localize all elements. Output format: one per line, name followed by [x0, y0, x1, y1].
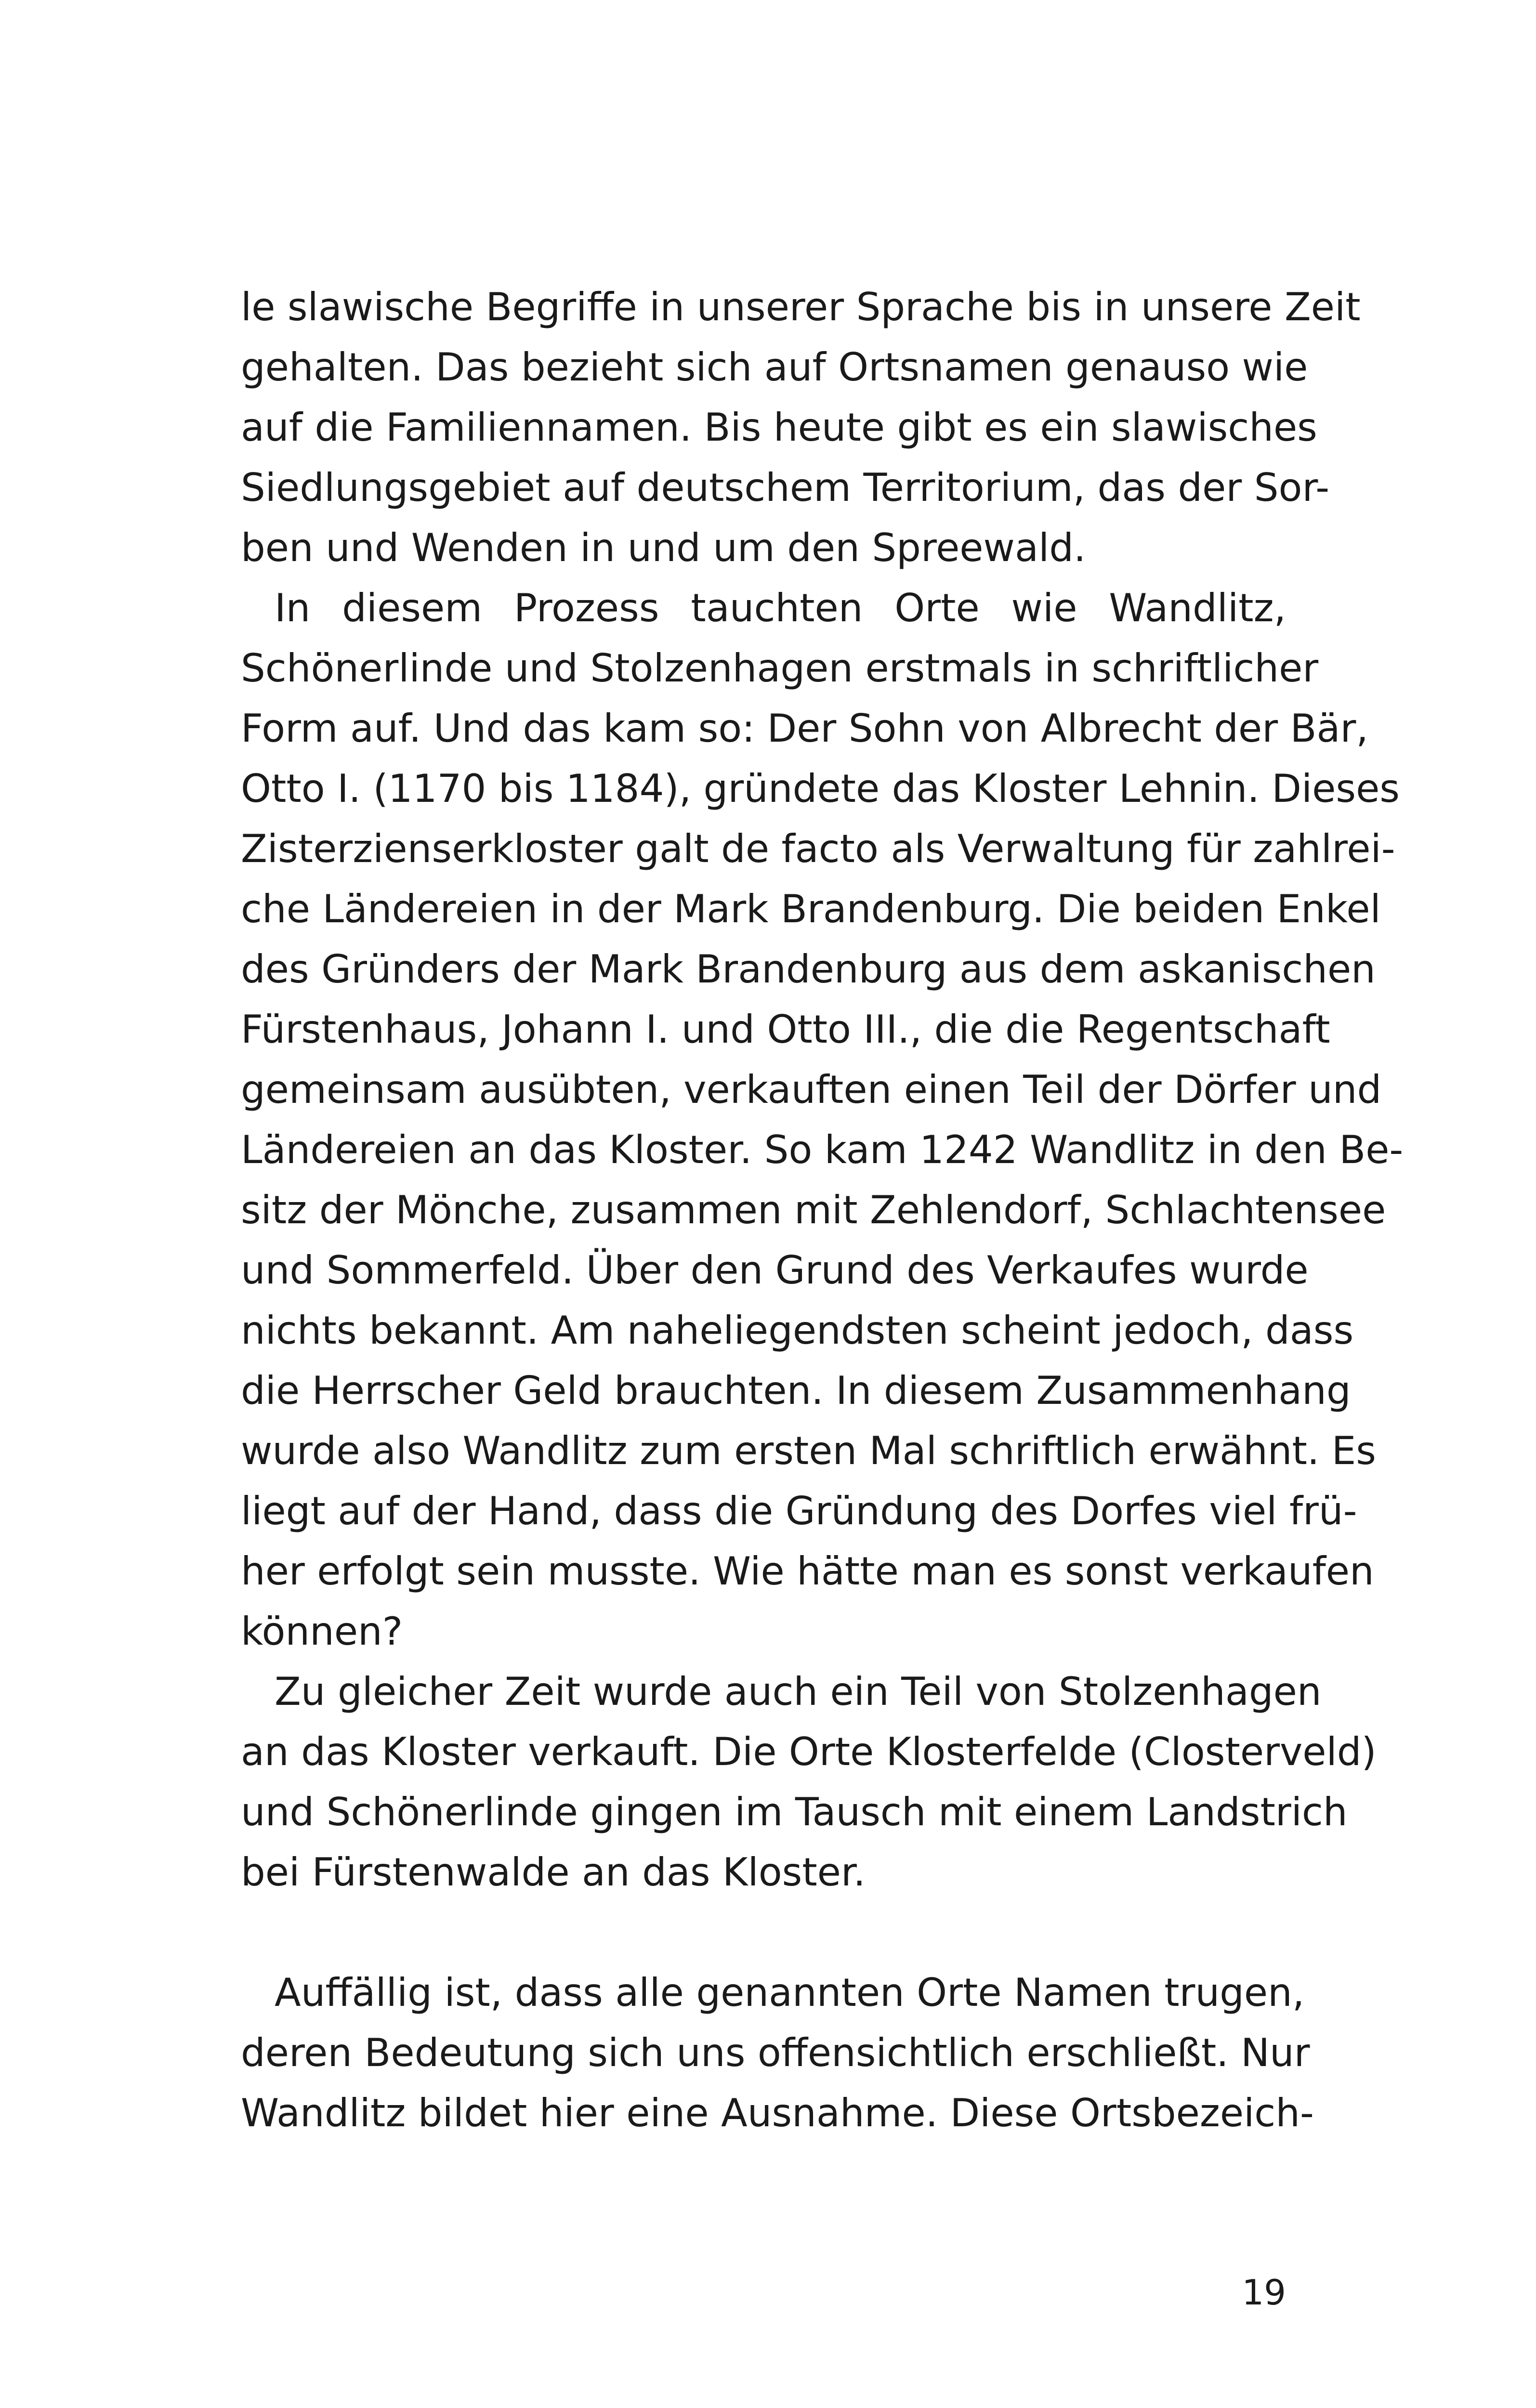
page-number: 19 [1242, 2272, 1286, 2313]
text-line: ben und Wenden in und um den Spreewald. [241, 525, 1086, 570]
text-line: Fürstenhaus, Johann I. und Otto III., die die Regentschaft [241, 1007, 1330, 1052]
text-line: gehalten. Das bezieht sich auf Ortsnamen genauso wie [241, 345, 1308, 390]
text-line: Zu gleicher Zeit wurde auch ein Teil von Stolzenhagen [275, 1669, 1322, 1714]
text-line: le slawische Begriffe in unserer Sprache bis in unsere Zeit [241, 285, 1361, 329]
text-line: Form auf. Und das kam so: Der Sohn von Albrecht der Bär, [241, 706, 1368, 751]
text-line: che Ländereien in der Mark Brandenburg. Die beiden Enkel [241, 887, 1381, 931]
text-line: her erfolgt sein musste. Wie hätte man es sonst verkaufen [241, 1549, 1374, 1594]
paragraph-3 [241, 1662, 1377, 1902]
text-line: Wandlitz bildet hier eine Ausnahme. Diese Ortsbezeich- [241, 2091, 1314, 2135]
text-line: Otto I. (1170 bis 1184), gründete das Kloster Lehnin. Dieses [241, 766, 1400, 811]
text-line: und Sommerfeld. Über den Grund des Verkaufes wurde [241, 1248, 1309, 1293]
text-line: bei Fürstenwalde an das Kloster. [241, 1850, 866, 1895]
text-line: liegt auf der Hand, dass die Gründung des Dorfes viel frü- [241, 1489, 1357, 1533]
text-line: Schönerlinde und Stolzenhagen erstmals in schriftlicher [241, 646, 1319, 691]
paragraph-2 [241, 578, 1404, 1662]
text-line: können? [241, 1609, 403, 1654]
text-line: Zisterzienserkloster galt de facto als Verwaltung für zahlrei- [241, 826, 1395, 871]
text-line: Ländereien an das Kloster. So kam 1242 Wandlitz in den Be- [241, 1127, 1404, 1172]
text-line: gemeinsam ausübten, verkauften einen Teil der Dörfer und [241, 1067, 1382, 1112]
text-line: Siedlungsgebiet auf deutschem Territorium, das der Sor- [241, 465, 1330, 510]
text-line: auf die Familiennamen. Bis heute gibt es ein slawisches [241, 405, 1317, 450]
text-line: In diesem Prozess tauchten Orte wie Wandlitz, [275, 586, 1286, 630]
paragraph-4 [241, 1963, 1314, 2143]
text-line: Auffällig ist, dass alle genannten Orte Namen trugen, [275, 1970, 1305, 2015]
text-line: und Schönerlinde gingen im Tausch mit einem Landstrich [241, 1790, 1348, 1834]
text-line: deren Bedeutung sich uns offensichtlich erschließt. Nur [241, 2030, 1310, 2075]
text-line: nichts bekannt. Am naheliegendsten scheint jedoch, dass [241, 1308, 1354, 1353]
text-line: sitz der Mönche, zusammen mit Zehlendorf, Schlachtensee [241, 1188, 1386, 1232]
text-line: des Gründers der Mark Brandenburg aus dem askanischen [241, 947, 1376, 992]
text-line: die Herrscher Geld brauchten. In diesem Zusammenhang [241, 1368, 1351, 1413]
text-line: wurde also Wandlitz zum ersten Mal schriftlich erwähnt. Es [241, 1428, 1376, 1473]
text-line: an das Kloster verkauft. Die Orte Klosterfelde (Closterveld) [241, 1729, 1377, 1774]
body-text-block-2 [241, 1963, 1314, 2143]
paragraph-1 [241, 277, 1361, 578]
body-text-block-1 [241, 277, 1404, 1902]
